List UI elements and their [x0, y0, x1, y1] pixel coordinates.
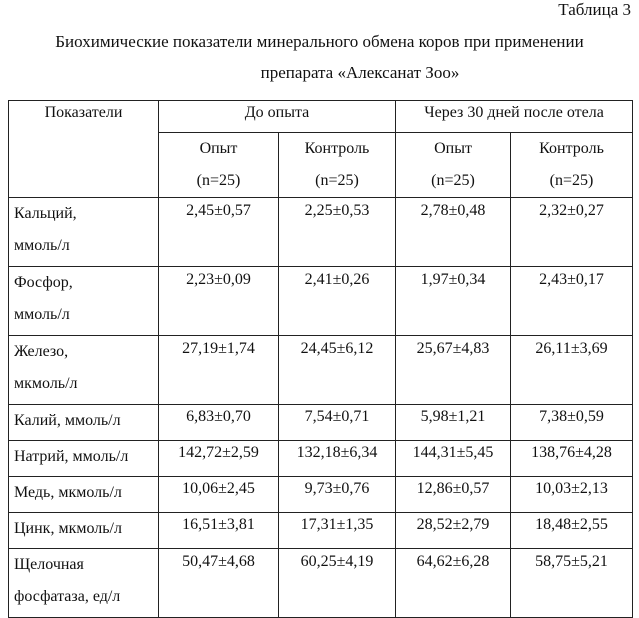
row-label — [9, 549, 159, 618]
value-cell: 26,11±3,69 — [511, 336, 633, 405]
value-cell: 2,25±0,53 — [279, 198, 396, 267]
row-label-line: Фосфор, — [14, 274, 73, 291]
value-cell: 60,25±4,19 — [279, 549, 396, 618]
table-number-label: Таблица 3 — [558, 0, 631, 19]
table-row — [9, 513, 633, 549]
table-row — [9, 441, 633, 477]
value-cell: 16,51±3,81 — [159, 513, 279, 549]
value-cell: 10,03±2,13 — [511, 477, 633, 513]
row-label — [9, 198, 159, 267]
value-cell: 25,67±4,83 — [396, 336, 511, 405]
value-cell: 5,98±1,21 — [396, 405, 511, 441]
header-sub-name: Контроль — [304, 140, 370, 157]
value-cell: 9,73±0,76 — [279, 477, 396, 513]
header-sub-n: (n=25) — [315, 172, 359, 189]
header-sub-n: (n=25) — [431, 172, 475, 189]
value-cell: 2,43±0,17 — [511, 267, 633, 336]
header-sub-name: Опыт — [434, 140, 472, 157]
value-cell: 2,41±0,26 — [279, 267, 396, 336]
value-cell: 1,97±0,34 — [396, 267, 511, 336]
value-cell: 18,48±2,55 — [511, 513, 633, 549]
value-cell: 132,18±6,34 — [279, 441, 396, 477]
header-sub-name: Контроль — [539, 140, 604, 157]
value-cell: 7,54±0,71 — [279, 405, 396, 441]
table-caption-line-1: Биохимические показатели минерального обмена коров при применении — [55, 32, 584, 51]
header-sub-cell — [396, 133, 511, 198]
header-sub-n: (n=25) — [549, 172, 594, 189]
row-label-line: ммоль/л — [14, 306, 70, 323]
value-cell: 2,45±0,57 — [159, 198, 279, 267]
value-cell: 50,47±4,68 — [159, 549, 279, 618]
value-cell: 24,45±6,12 — [279, 336, 396, 405]
row-label: Натрий, ммоль/л — [9, 441, 159, 477]
value-cell: 27,19±1,74 — [159, 336, 279, 405]
value-cell: 2,32±0,27 — [511, 198, 633, 267]
row-label-line: ммоль/л — [14, 237, 70, 254]
table-row — [9, 198, 633, 267]
data-table — [8, 100, 633, 618]
header-row-top — [9, 101, 633, 133]
header-sub-cell — [159, 133, 279, 198]
value-cell: 10,06±2,45 — [159, 477, 279, 513]
header-sub-name: Опыт — [199, 140, 238, 157]
header-sub-cell — [279, 133, 396, 198]
row-label-line: Железо, — [14, 343, 69, 360]
value-cell: 12,86±0,57 — [396, 477, 511, 513]
row-label — [9, 267, 159, 336]
row-label: Калий, ммоль/л — [9, 405, 159, 441]
row-label: Медь, мкмоль/л — [9, 477, 159, 513]
row-label-line: Щелочная — [14, 556, 84, 573]
table-row — [9, 336, 633, 405]
table-row — [9, 267, 633, 336]
row-label: Цинк, мкмоль/л — [9, 513, 159, 549]
header-sub-n: (n=25) — [196, 172, 241, 189]
value-cell: 6,83±0,70 — [159, 405, 279, 441]
value-cell: 58,75±5,21 — [511, 549, 633, 618]
value-cell: 144,31±5,45 — [396, 441, 511, 477]
row-label-line: Кальций, — [14, 205, 77, 222]
table-row — [9, 405, 633, 441]
value-cell: 28,52±2,79 — [396, 513, 511, 549]
value-cell: 7,38±0,59 — [511, 405, 633, 441]
value-cell: 2,23±0,09 — [159, 267, 279, 336]
row-label-line: мкмоль/л — [14, 375, 78, 392]
value-cell: 2,78±0,48 — [396, 198, 511, 267]
table-row — [9, 549, 633, 618]
table-caption-line-2: препарата «Алексанат Зоо» — [260, 63, 460, 82]
value-cell: 138,76±4,28 — [511, 441, 633, 477]
header-sub-cell — [511, 133, 633, 198]
value-cell: 17,31±1,35 — [279, 513, 396, 549]
value-cell: 142,72±2,59 — [159, 441, 279, 477]
row-label — [9, 336, 159, 405]
header-group-before: До опыта — [159, 101, 396, 133]
header-indicators: Показатели — [9, 101, 159, 198]
value-cell: 64,62±6,28 — [396, 549, 511, 618]
header-group-after: Через 30 дней после отела — [396, 101, 633, 133]
table-row — [9, 477, 633, 513]
row-label-line: фосфатаза, ед/л — [14, 588, 121, 605]
